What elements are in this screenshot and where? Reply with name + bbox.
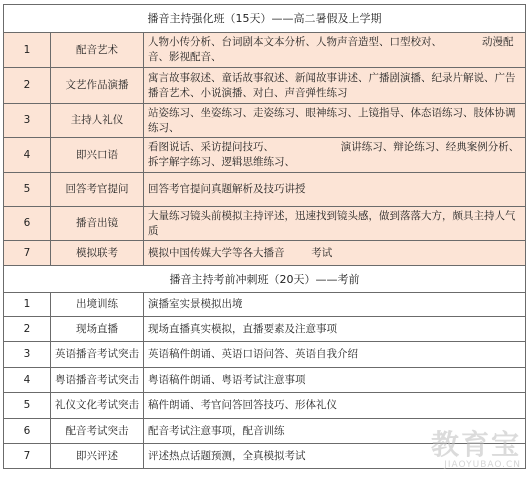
course-schedule-table [3, 4, 526, 469]
course-name: 英语播音考试突击 [51, 342, 144, 368]
row-number: 6 [4, 207, 51, 241]
table-row [4, 368, 526, 393]
section-header-row [4, 5, 526, 33]
course-name: 礼仪文化考试突击 [51, 393, 144, 419]
row-number: 1 [4, 293, 51, 317]
table-row [4, 444, 526, 469]
row-number: 4 [4, 368, 51, 393]
course-name: 即兴口语 [51, 138, 144, 173]
table-row [4, 207, 526, 241]
course-name: 出境训练 [51, 293, 144, 317]
table-row [4, 293, 526, 317]
row-number: 2 [4, 317, 51, 342]
table-row [4, 68, 526, 104]
course-name: 播音出镜 [51, 207, 144, 241]
row-number: 3 [4, 342, 51, 368]
course-content: 模拟中国传媒大学等各大播音 考试 [144, 241, 526, 266]
row-number: 7 [4, 444, 51, 469]
row-number: 2 [4, 68, 51, 104]
course-content: 寓言故事叙述、童话故事叙述、新闻故事讲述、广播剧演播、纪录片解说、广告播音艺术、小说演播、对白、声音弹性练习 [144, 68, 526, 104]
row-number: 5 [4, 173, 51, 207]
table-row [4, 342, 526, 368]
course-content: 演播室实景模拟出境 [144, 293, 526, 317]
course-content: 现场直播真实模拟，直播要素及注意事项 [144, 317, 526, 342]
watermark-url: JIAOYUBAO.CN [444, 460, 521, 470]
course-content: 人物小传分析、台词剧本文本分析、人物声音造型、口型校对、 动漫配音、影视配音、 [144, 33, 526, 68]
course-content: 配音考试注意事项，配音训练 [144, 419, 526, 444]
course-name: 主持人礼仪 [51, 104, 144, 138]
course-name: 现场直播 [51, 317, 144, 342]
course-content: 评述热点话题预测，全真模拟考试 [144, 444, 526, 469]
table-row [4, 317, 526, 342]
course-content: 粤语稿件朗诵、粤语考试注意事项 [144, 368, 526, 393]
course-content: 稿件朗诵、考官问答回答技巧、形体礼仪 [144, 393, 526, 419]
row-number: 3 [4, 104, 51, 138]
table-row [4, 241, 526, 266]
table-row [4, 138, 526, 173]
watermark-logo-text: 教育宝 [430, 428, 521, 461]
row-number: 7 [4, 241, 51, 266]
table-row [4, 104, 526, 138]
section-header-row [4, 266, 526, 293]
table-row [4, 173, 526, 207]
course-name: 配音艺术 [51, 33, 144, 68]
row-number: 1 [4, 33, 51, 68]
section-title: 播音主持强化班（15天）——高二暑假及上学期 [4, 5, 526, 33]
course-name: 模拟联考 [51, 241, 144, 266]
course-name: 文艺作品演播 [51, 68, 144, 104]
course-content: 大量练习镜头前模拟主持评述，迅速找到镜头感，做到落落大方，颇具主持人气质 [144, 207, 526, 241]
course-content: 英语稿件朗诵、英语口语问答、英语自我介绍 [144, 342, 526, 368]
table-row [4, 393, 526, 419]
course-content: 站姿练习、坐姿练习、走姿练习、眼神练习、上镜指导、体态语练习、肢体协调练习、 [144, 104, 526, 138]
course-name: 粤语播音考试突击 [51, 368, 144, 393]
table-row [4, 33, 526, 68]
course-name: 配音考试突击 [51, 419, 144, 444]
row-number: 6 [4, 419, 51, 444]
section-title: 播音主持考前冲刺班（20天）——考前 [4, 266, 526, 293]
course-content: 看图说话、采访提问技巧、 演讲练习、辩论练习、经典案例分析、拆字解字练习、逻辑思维练习、 [144, 138, 526, 173]
table-row [4, 419, 526, 444]
row-number: 5 [4, 393, 51, 419]
row-number: 4 [4, 138, 51, 173]
course-name: 回答考官提问 [51, 173, 144, 207]
course-name: 即兴评述 [51, 444, 144, 469]
course-content: 回答考官提问真题解析及技巧讲授 [144, 173, 526, 207]
